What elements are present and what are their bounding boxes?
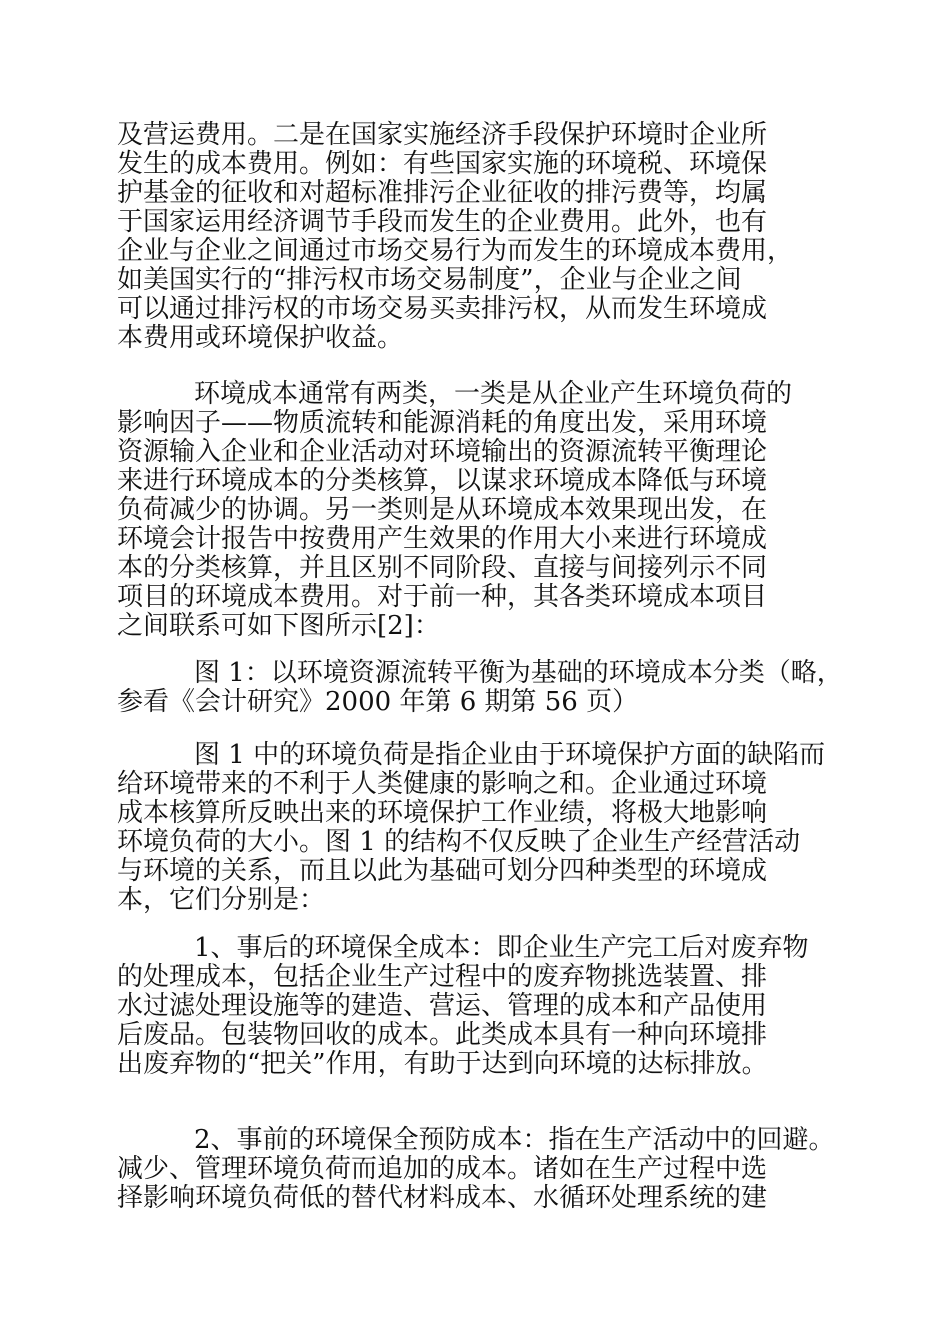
text-line: 与环境的关系，而且以此为基础可划分四种类型的环境成: [117, 856, 768, 886]
figure-caption-line: 参看《会计研究》2000 年第 6 期第 56 页）: [117, 687, 639, 717]
text-line: 成本核算所反映出来的环境保护工作业绩，将极大地影响: [117, 798, 768, 828]
list-item-line: 择影响环境负荷低的替代材料成本、水循环处理系统的建: [117, 1183, 768, 1213]
text-line: 环境成本通常有两类，一类是从企业产生环境负荷的: [194, 379, 793, 409]
text-line: 护基金的征收和对超标准排污企业征收的排污费等，均属: [117, 178, 768, 208]
list-item-line: 水过滤处理设施等的建造、营运、管理的成本和产品使用: [117, 991, 768, 1021]
text-line: 可以通过排污权的市场交易买卖排污权，从而发生环境成: [117, 294, 768, 324]
text-line: 图 1 中的环境负荷是指企业由于环境保护方面的缺陷而: [194, 740, 826, 770]
text-line: 企业与企业之间通过市场交易行为而发生的环境成本费用，: [117, 236, 794, 266]
text-line: 及营运费用。二是在国家实施经济手段保护环境时企业所: [117, 120, 768, 150]
list-item-line: 的处理成本，包括企业生产过程中的废弃物挑选装置、排: [117, 962, 768, 992]
text-line: 影响因子——物质流转和能源消耗的角度出发，采用环境: [117, 408, 768, 438]
text-line: 负荷减少的协调。另一类则是从环境成本效果现出发，在: [117, 495, 768, 525]
text-line: 项目的环境成本费用。对于前一种，其各类环境成本项目: [117, 582, 768, 612]
list-item-line: 1、事后的环境保全成本：即企业生产完工后对废弃物: [194, 933, 809, 963]
text-line: 来进行环境成本的分类核算，以谋求环境成本降低与环境: [117, 466, 768, 496]
list-item-line: 后废品。包装物回收的成本。此类成本具有一种向环境排: [117, 1020, 768, 1050]
text-line: 环境负荷的大小。图 1 的结构不仅反映了企业生产经营活动: [117, 827, 801, 857]
figure-caption-line: 图 1：以环境资源流转平衡为基础的环境成本分类（略，: [194, 658, 843, 688]
text-line: 之间联系可如下图所示[2]：: [117, 611, 440, 641]
text-line: 于国家运用经济调节手段而发生的企业费用。此外，也有: [117, 207, 768, 237]
text-line: 资源输入企业和企业活动对环境输出的资源流转平衡理论: [117, 437, 768, 467]
text-line: 如美国实行的“排污权市场交易制度”，企业与企业之间: [117, 265, 742, 295]
list-item-line: 减少、管理环境负荷而追加的成本。诸如在生产过程中选: [117, 1154, 768, 1184]
text-line: 本费用或环境保护收益。: [117, 323, 404, 353]
text-line: 给环境带来的不利于人类健康的影响之和。企业通过环境: [117, 769, 768, 799]
text-line: 本的分类核算，并且区别不同阶段、直接与间接列示不同: [117, 553, 768, 583]
list-item-line: 2、事前的环境保全预防成本：指在生产活动中的回避。: [194, 1125, 835, 1155]
list-item-line: 出废弃物的“把关”作用，有助于达到向环境的达标排放。: [117, 1049, 768, 1079]
text-line: 发生的成本费用。例如：有些国家实施的环境税、环境保: [117, 149, 768, 179]
text-line: 本，它们分别是：: [117, 885, 326, 915]
text-line: 环境会计报告中按费用产生效果的作用大小来进行环境成: [117, 524, 768, 554]
